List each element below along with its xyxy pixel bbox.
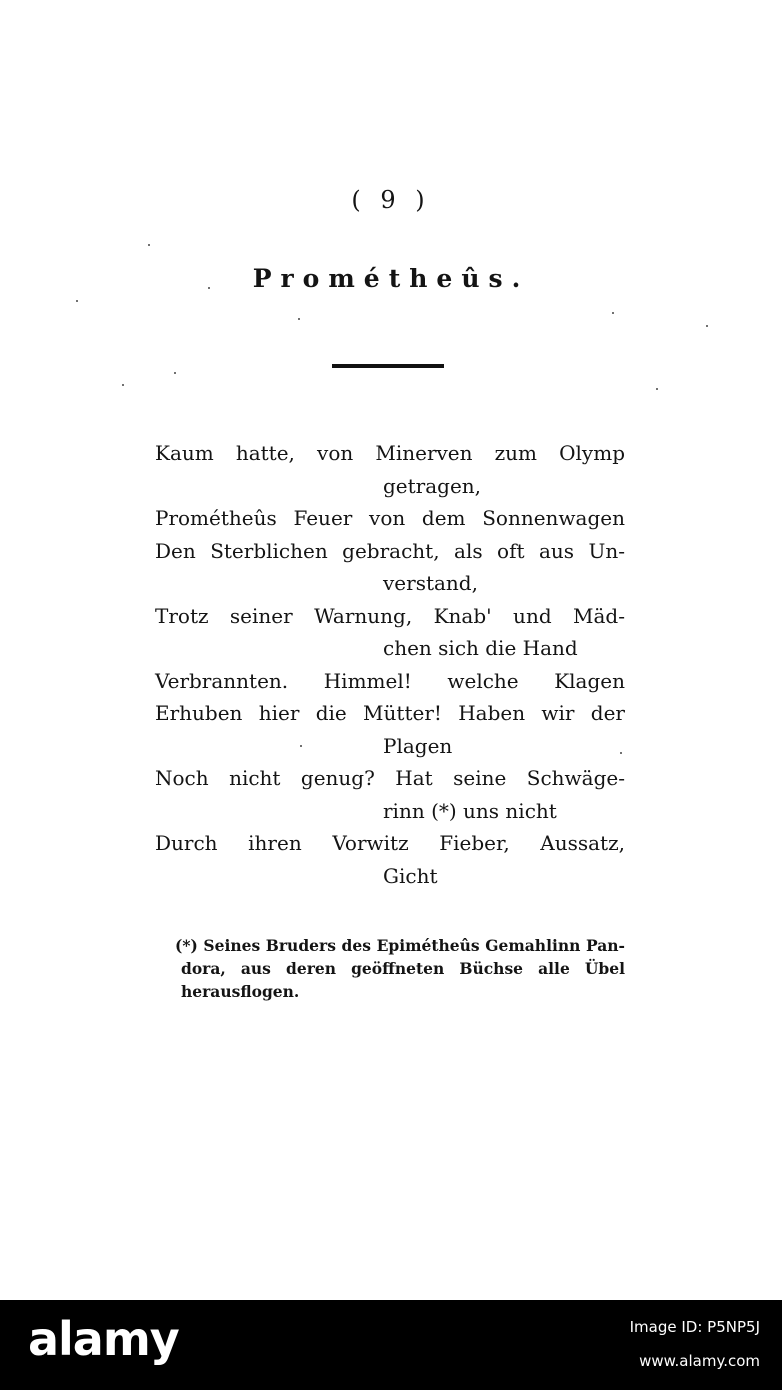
poem-title: Prométheûs.	[252, 264, 530, 293]
footnote	[175, 934, 625, 1003]
scan-speck	[208, 287, 210, 289]
poem-line: Kaum hatte, von Minerven zum Olymp	[155, 441, 625, 465]
poem-line: Noch nicht genug? Hat seine Schwäge-	[155, 766, 625, 790]
poem-line: rinn (*) uns nicht	[383, 798, 557, 823]
poem-line: chen sich die Hand	[383, 636, 578, 660]
scan-speck	[300, 745, 302, 747]
watermark-image-id: Image ID: P5NP5J	[629, 1318, 760, 1336]
footnote-line: (*) Seines Bruders des Epimétheûs Gemahlinn Pan-	[175, 936, 625, 955]
poem-line: Erhuben hier die Mütter! Haben wir der	[155, 701, 625, 725]
scan-speck	[656, 388, 658, 390]
poem-line: verstand,	[383, 571, 478, 595]
title-divider	[332, 364, 444, 368]
scan-speck	[122, 384, 124, 386]
watermark-url: www.alamy.com	[639, 1352, 760, 1370]
poem-line: Trotz seiner Warnung, Knab' und Mäd-	[155, 603, 625, 628]
scan-speck	[174, 372, 176, 374]
poem-line: getragen,	[383, 473, 482, 498]
watermark-logo: alamy	[28, 1312, 179, 1366]
scan-speck	[298, 318, 300, 320]
poem-line: Durch ihren Vorwitz Fieber, Aussatz,	[155, 831, 625, 855]
poem-line: Den Sterblichen gebracht, als oft aus Un-	[155, 538, 625, 563]
footnote-line: herausflogen.	[181, 982, 300, 1001]
scan-speck	[620, 752, 622, 754]
poem-body	[155, 437, 635, 892]
scan-speck	[76, 300, 78, 302]
scan-speck	[706, 325, 708, 327]
watermark-bar	[0, 1300, 782, 1390]
poem-line: Prométheûs Feuer von dem Sonnenwagen	[155, 506, 625, 530]
footnote-line: dora, aus deren geöffneten Büchse alle Übel	[181, 959, 625, 978]
poem-line: Gicht	[383, 863, 438, 888]
scan-speck	[612, 312, 614, 314]
poem-line: Plagen	[383, 733, 453, 758]
page-number: ( 9 )	[351, 186, 431, 214]
scan-speck	[148, 244, 150, 246]
poem-line: Verbrannten. Himmel! welche Klagen	[155, 668, 625, 693]
